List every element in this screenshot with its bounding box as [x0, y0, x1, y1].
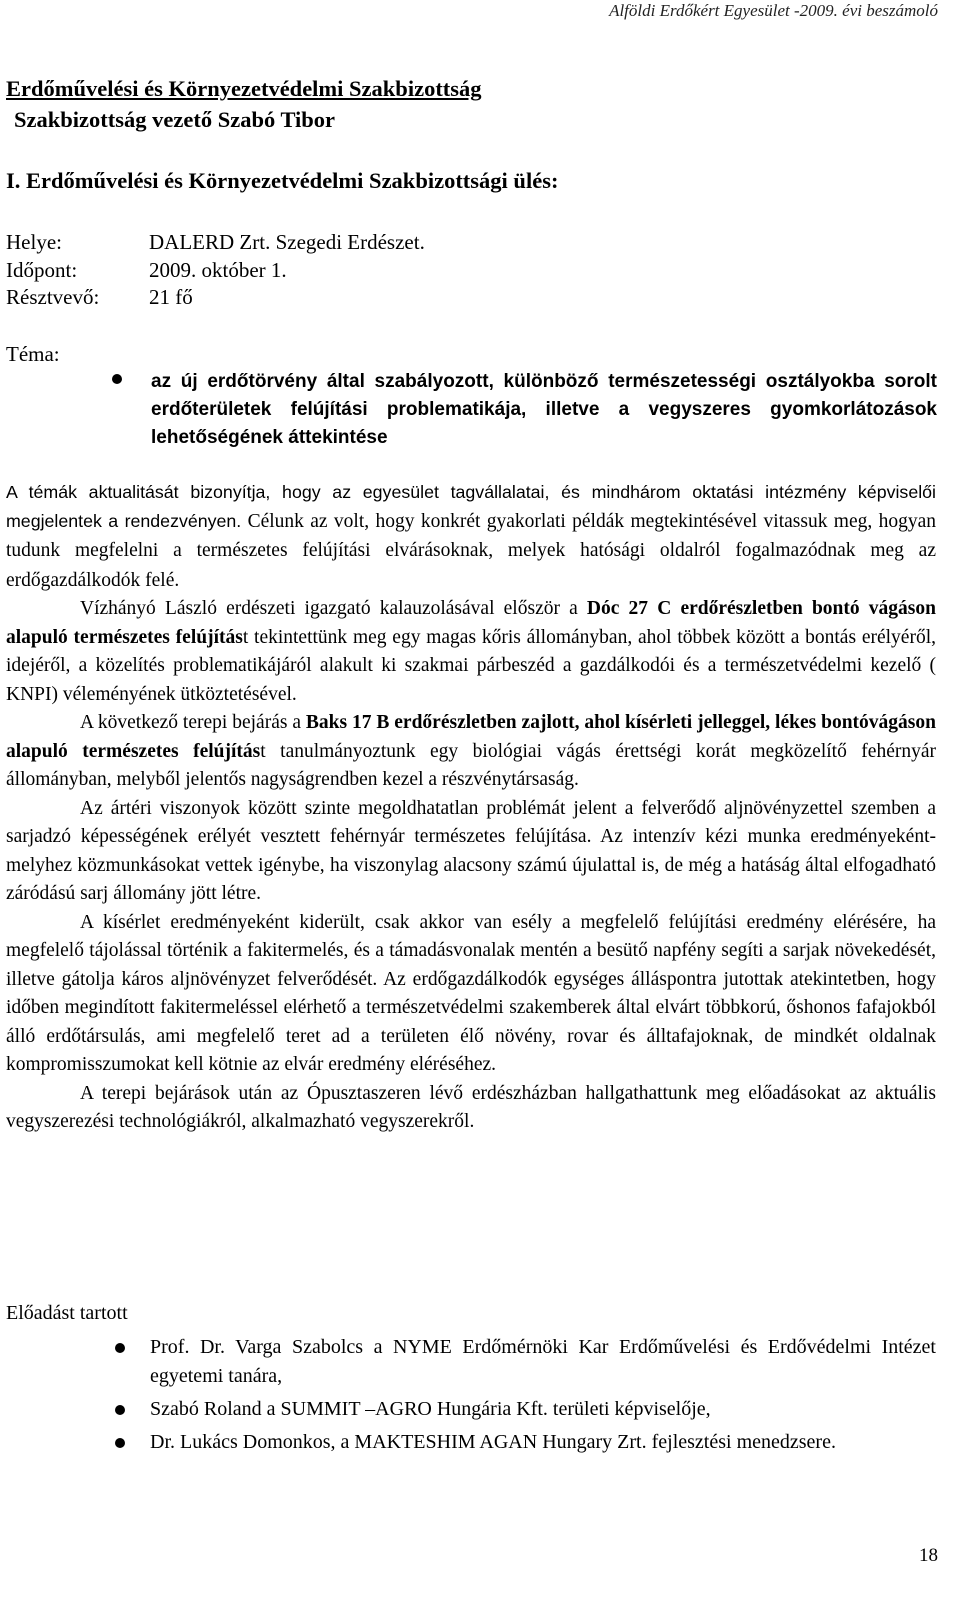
- bullet-icon: [115, 1343, 125, 1353]
- paragraph-doc: [6, 595, 936, 709]
- place-row: [6, 229, 425, 255]
- presenter-item: [150, 1333, 936, 1391]
- text-run: t tekintettünk meg egy magas kőris állományban, ahol többek között a bontás erélyéről, idejéről, a közelítés problematikájáról alakult ki szakmai párbeszéd a gazdálkodói és a természetvédelmi kezelő ( KNPI) véleményének ütköztetésével.: [6, 626, 936, 705]
- date-value: 2009. október 1.: [149, 258, 287, 282]
- participants-label: Résztvevő:: [6, 285, 100, 309]
- meeting-title: I. Erdőművelési és Környezetvédelmi Szakbizottsági ülés:: [6, 168, 559, 193]
- bullet-icon: [115, 1405, 125, 1415]
- paragraph-arteri: Az ártéri viszonyok között szinte megoldhatatlan problémát jelent a felverődő aljnövényzettel szemben a sarjadzó képességének erélyét vesztett fehérnyár természetes felújítása. Az intenzív kézi munka eredményeként-melyhez közmunkásokat vettek igénybe, ha viszonylag alacsony számú újulattal is, de még a hatáság által elfogadható záródású sarj állomány jött létre.: [6, 797, 936, 904]
- date-label: Időpont:: [6, 258, 78, 282]
- bullet-icon: [115, 1438, 125, 1448]
- date-row: [6, 257, 287, 283]
- text-run: A következő terepi bejárás a: [80, 712, 306, 733]
- presenter-text: Szabó Roland a SUMMIT –AGRO Hungária Kft. területi képviselője,: [150, 1398, 711, 1420]
- paragraph-eloadasok: A terepi bejárások után az Ópusztaszeren lévő erdészházban hallgathattunk meg előadásokat az aktuális vegyszerezési technológiákról, alkalmazható vegyszerekről.: [6, 1082, 936, 1132]
- presenter-text: Dr. Lukács Domonkos, a MAKTESHIM AGAN Hungary Zrt. fejlesztési menedzsere.: [150, 1431, 836, 1453]
- running-header: Alföldi Erdőkért Egyesület -2009. évi beszámoló: [609, 1, 938, 20]
- report-body: [6, 478, 936, 1137]
- participants-row: [6, 284, 193, 310]
- presenters-list: [150, 1333, 936, 1457]
- presenter-item: [150, 1395, 936, 1424]
- page-number: 18: [919, 1545, 938, 1566]
- paragraph-baks: [6, 709, 936, 795]
- bullet-icon: [112, 374, 122, 384]
- text-run: t tanulmányoztunk egy biológiai vágás érettségi korát megközelítő fehérnyár állományban, melyből jelentős nagyságrendben kezel a részvénytársaság.: [6, 740, 936, 790]
- place-label: Helye:: [6, 230, 62, 254]
- committee-leader: Szakbizottság vezető Szabó Tibor: [14, 107, 336, 132]
- text-run-bold: Dóc 27 C erdőrészletben bontó vágáson alapuló természetes felújítás: [6, 598, 936, 648]
- topic-label: Téma:: [6, 342, 60, 366]
- participants-value: 21 fő: [149, 285, 193, 309]
- paragraph-intro-sans: A témák aktualitását bizonyítja, hogy az egyesület tagvállalatai, és mindhárom oktatási intézmény képviselői megjelentek a rendezvényen.: [6, 482, 936, 531]
- text-run: Vízhányó László erdészeti igazgató kalauzolásával először a: [80, 598, 587, 619]
- presenters-label: Előadást tartott: [6, 1302, 128, 1324]
- paragraph-kiserlet: A kísérlet eredményeként kiderült, csak akkor van esély a megfelelő felújítási eredmény elérésére, ha megfelelő tájolással történik a fakitermelés, és a támadásvonalak mentén a besütő napfény segíti a sarjak növekedését, illetve gátolja káros aljnövényzet felverődését. Az erdőgazdálkodók egységes álláspontra jutottak atekintetben, hogy időben megindított fakitermeléssel elérhető a természetvédelmi szakemberek által elvárt többkorú, őshonos fafajokból álló erdőtársulás, ami megfelelő teret ad a területen élő növény, rovar és álltafajoknak, de mindkét oldalnak kompromisszumokat kell kötnie az elvár eredmény eléréséhez.: [6, 911, 936, 1075]
- presenter-text: Prof. Dr. Varga Szabolcs a NYME Erdőmérnöki Kar Erdőművelési és Erdővédelmi Intézet egyetemi tanára,: [150, 1336, 936, 1387]
- presenter-item: [150, 1428, 936, 1457]
- committee-title: Erdőművelési és Környezetvédelmi Szakbizottság: [6, 76, 482, 101]
- place-value: DALERD Zrt. Szegedi Erdészet.: [149, 230, 425, 254]
- topic-item: az új erdőtörvény által szabályozott, különböző természetességi osztályokba sorolt erdőterületek felújítási problematikája, illetve a vegyszeres gyomkorlátozások lehetőségének áttekintése: [151, 371, 937, 448]
- paragraph-intro: [6, 478, 936, 595]
- text-run-bold: Baks 17 B erdőrészletben zajlott, ahol kísérleti jelleggel, lékes bontóvágáson alapuló természetes felújítás: [6, 712, 936, 762]
- paragraph-intro-serif: Célunk az volt, hogy konkrét gyakorlati példák megtekintésével vitassuk meg, hogyan tudunk megfelelni a természetes felújítási elvárásoknak, melyek hatósági oldalról fogalmazódnak meg az erdőgazdálkodók felé.: [6, 510, 936, 591]
